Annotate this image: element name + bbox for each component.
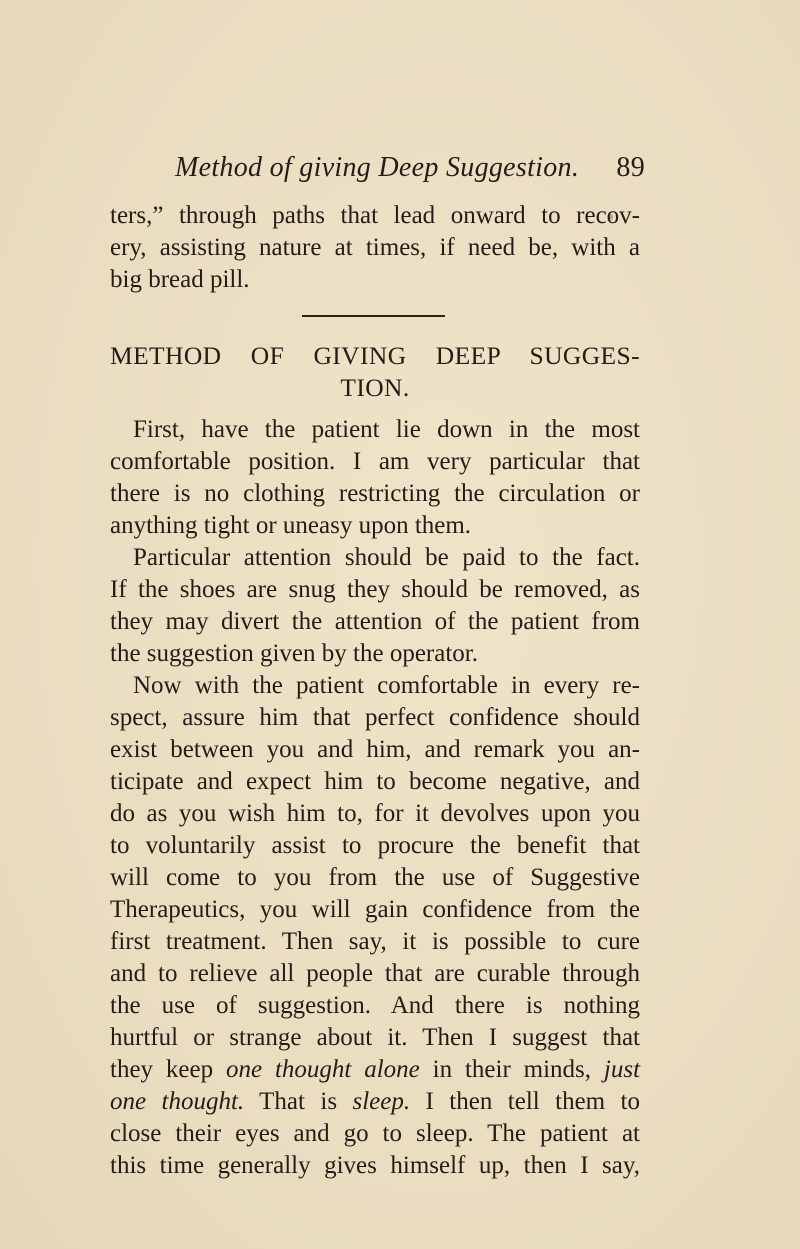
text-run: in their minds, (419, 1056, 604, 1083)
text-line: this time generally gives himself up, then I say, (110, 1152, 640, 1179)
text-line: First, have the patient lie down in the most (133, 416, 640, 443)
text-line-with-italics (110, 1086, 640, 1118)
italic-phrase: one thought alone (225, 1056, 420, 1083)
text-line: big bread pill. (110, 266, 250, 293)
text-line-with-italics (110, 1054, 640, 1086)
text-line: hurtful or strange about it. Then I suggest that (110, 1024, 640, 1051)
text-line: ery, assisting nature at times, if need be, with a (110, 234, 640, 261)
text-run: That is (244, 1088, 353, 1115)
text-line: will come to you from the use of Suggestive (110, 864, 640, 891)
intro-paragraph (110, 200, 640, 296)
text-line: ticipate and expect him to become negative, and (110, 768, 640, 795)
text-line: and to relieve all people that are curable through (110, 960, 640, 987)
running-head-title: Method of giving Deep Suggestion. (175, 152, 580, 183)
section-heading-line: METHOD OF GIVING DEEP SUGGES- (110, 341, 640, 370)
page-number: 89 (616, 152, 645, 183)
italic-phrase: just (603, 1056, 641, 1083)
text-line: there is no clothing restricting the circulation or (110, 480, 640, 507)
text-line: they may divert the attention of the patient from (110, 608, 640, 635)
text-run: they keep (110, 1056, 226, 1083)
text-line: anything tight or uneasy upon them. (110, 512, 472, 539)
text-line: to voluntarily assist to procure the benefit that (110, 832, 640, 859)
text-line: do as you wish him to, for it devolves upon you (110, 800, 640, 827)
section-heading-line: TION. (340, 373, 410, 402)
body-text (110, 414, 640, 1182)
text-line: exist between you and him, and remark you an- (110, 736, 640, 763)
section-heading (110, 340, 640, 404)
text-line: ters,” through paths that lead onward to recov- (110, 202, 640, 229)
text-line: Now with the patient comfortable in every re- (133, 672, 640, 699)
italic-phrase: sleep. (352, 1088, 411, 1115)
text-line: first treatment. Then say, it is possible to cure (110, 928, 640, 955)
text-line: close their eyes and go to sleep. The patient at (110, 1120, 640, 1147)
text-line: Therapeutics, you will gain confidence from the (110, 896, 640, 923)
section-divider (302, 315, 445, 317)
text-line: the suggestion given by the operator. (110, 640, 478, 667)
text-run: I then tell them to (410, 1088, 640, 1115)
text-line: Particular attention should be paid to the fact. (133, 544, 640, 571)
text-line: comfortable position. I am very particular that (110, 448, 640, 475)
running-head (175, 152, 645, 184)
text-line: spect, assure him that perfect confidence should (110, 704, 640, 731)
text-line: If the shoes are snug they should be removed, as (110, 576, 640, 603)
italic-phrase: one thought. (110, 1088, 245, 1115)
text-line: the use of suggestion. And there is nothing (110, 992, 640, 1019)
